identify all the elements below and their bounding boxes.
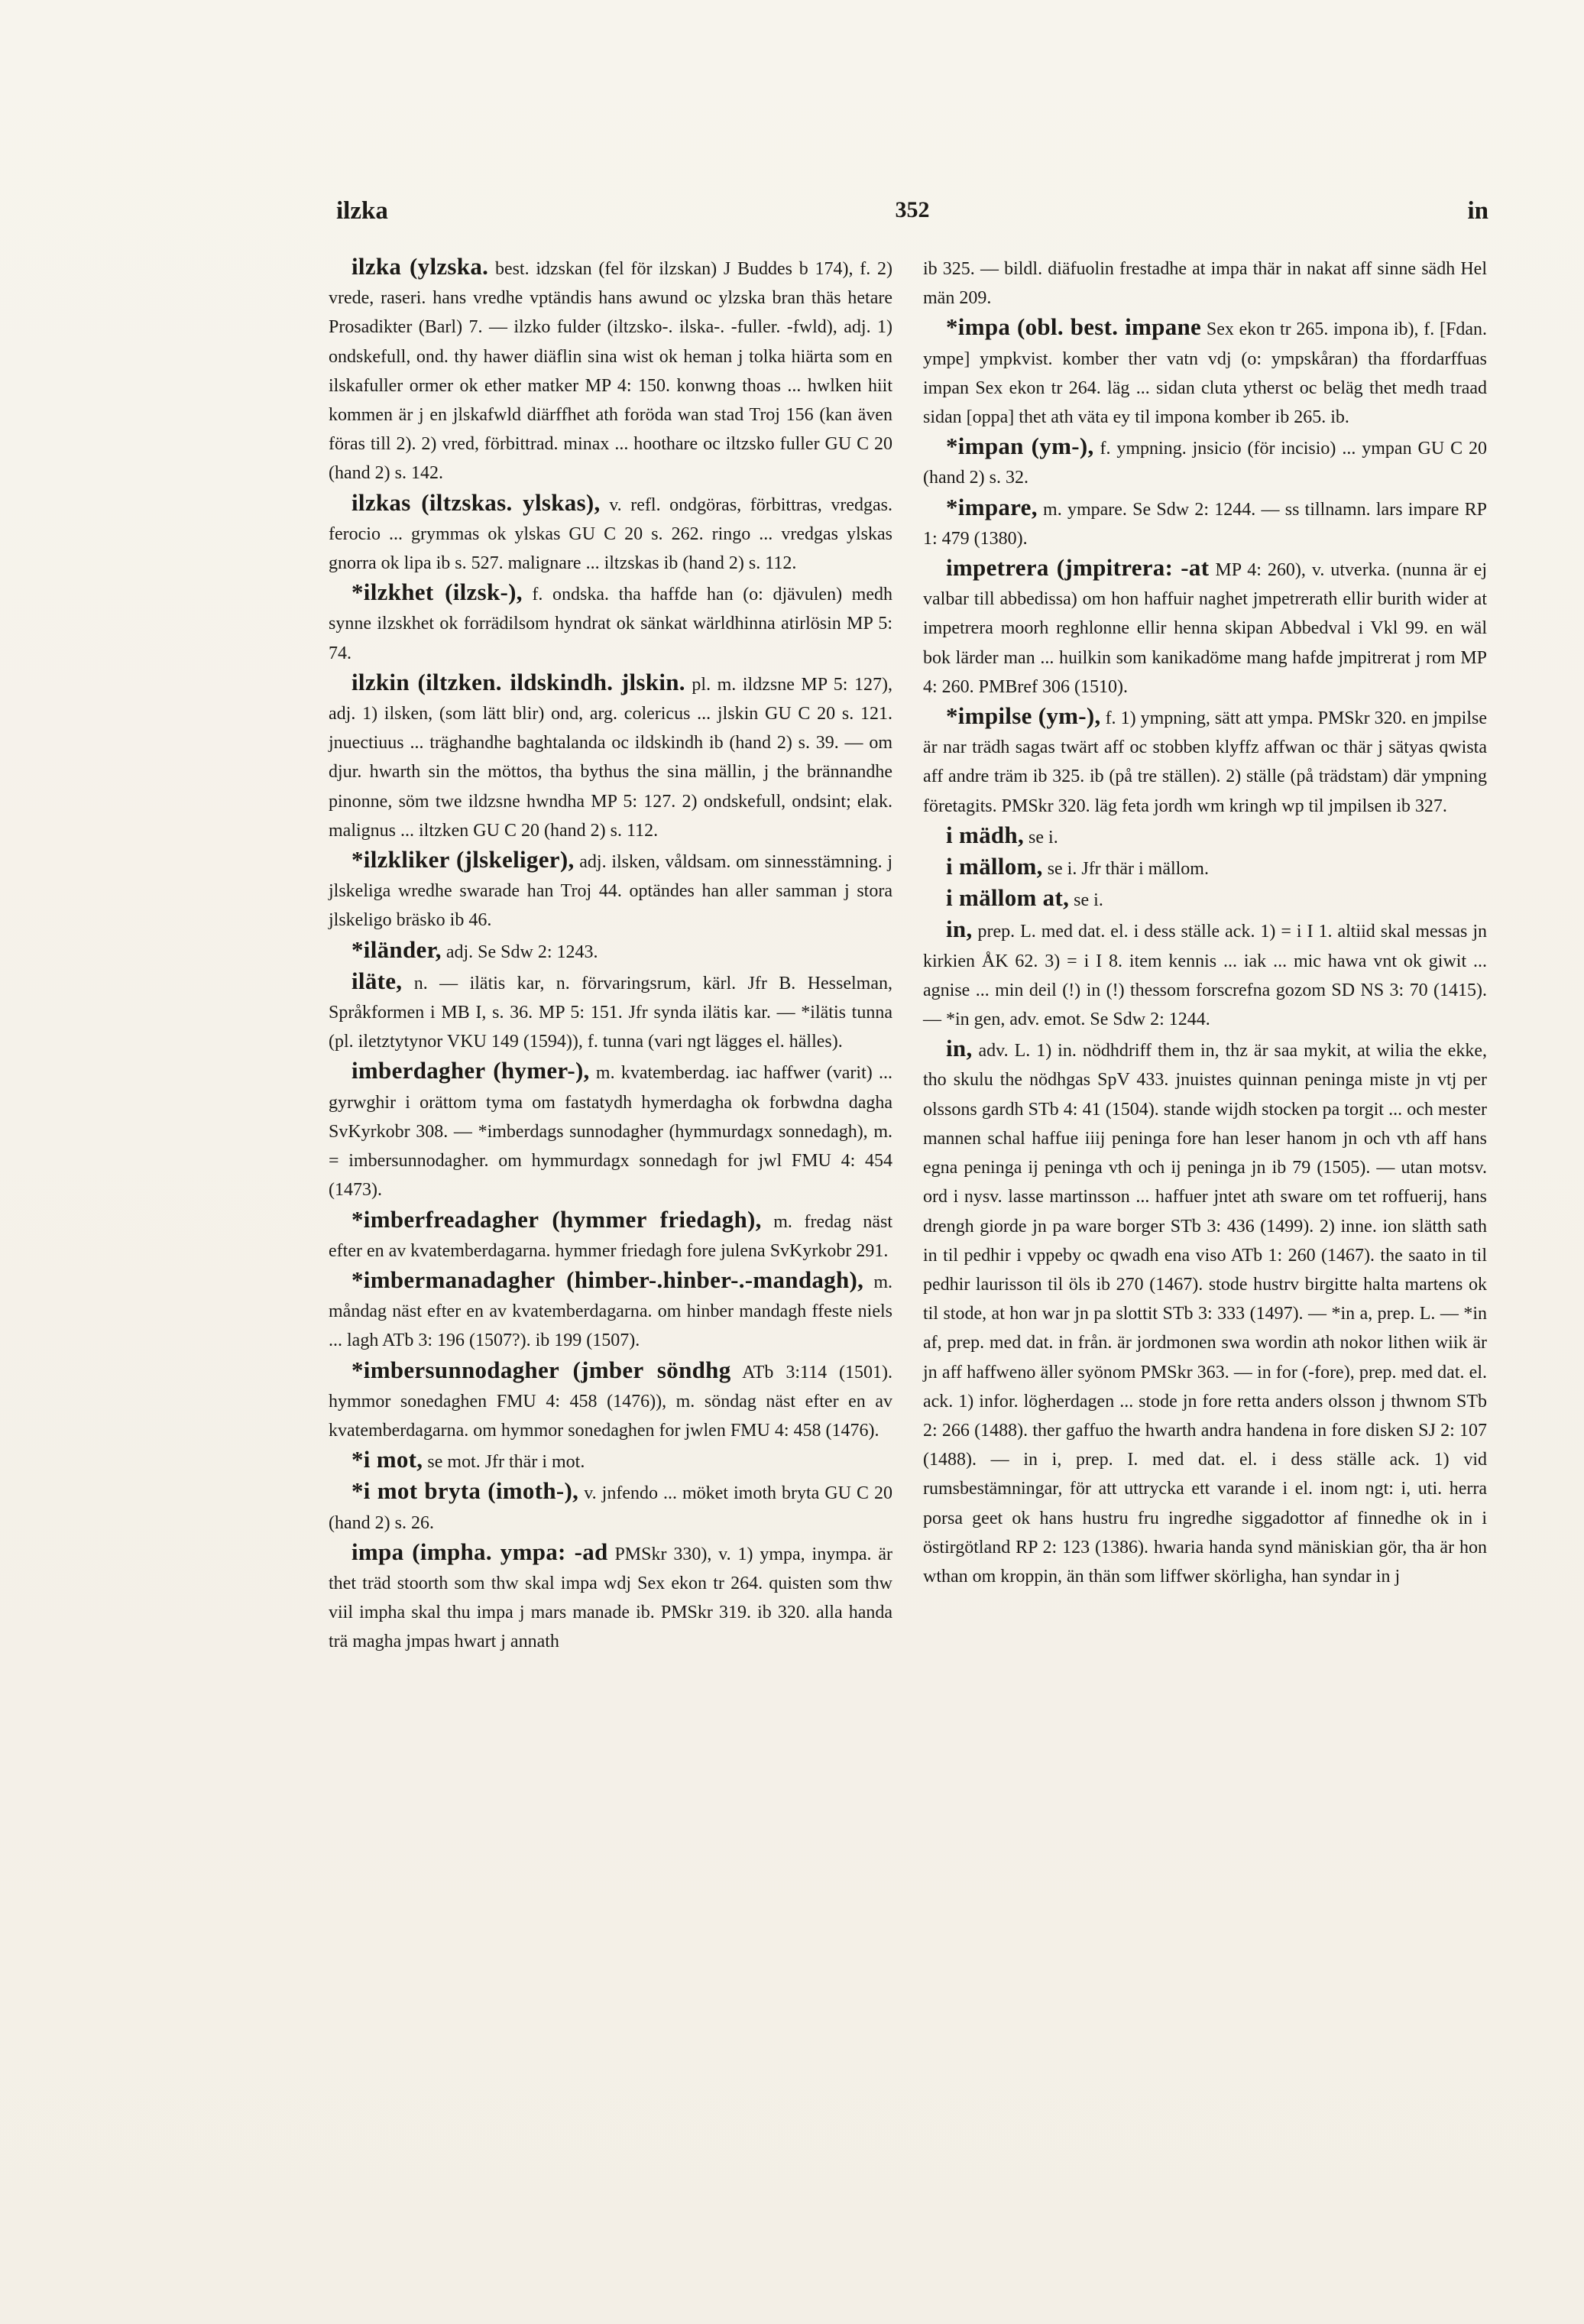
entry-text: se i. bbox=[1028, 827, 1058, 848]
entry-headword: *i mot, bbox=[351, 1446, 423, 1473]
entry-text: f. ympning. jnsicio (för incisio) ... ympan GU C 20 (hand 2) s. 32. bbox=[923, 439, 1487, 488]
entry-headword: *imbermanadagher (himber-.hinber-.-mandagh), bbox=[351, 1266, 864, 1293]
entry bbox=[329, 488, 892, 579]
entry-text: Sex ekon tr 265. impona ib), f. [Fdan. ympe] ympkvist. komber ther vatn vdj (o: ympskåran) tha ffordarffuas impan Sex ekon tr 264. läg ... sidan cluta ytherst oc beläg thet medh traad sidan [oppa] thet ath väta ey til impona komber ib 265. ib. bbox=[923, 319, 1488, 428]
entry-headword: i mädh, bbox=[946, 821, 1025, 848]
entry bbox=[923, 553, 1487, 702]
entry bbox=[329, 1205, 892, 1266]
entry-text: MP 4: 260), v. utverka. (nunna är ej valbar till abbedissa) om hon haffuir naghet jmpetrerath ellir burith wider at impetrera moorh reghlonne ellir henna skipan Abbedval i Vkl 99. en wäl bok lärder man ... huilkin som kanikadöme mang hafde jmpitrerat j rom MP 4: 260. PMBref 306 (1510). bbox=[923, 560, 1488, 697]
entry bbox=[329, 967, 892, 1057]
entry-text: v. jnfendo ... möket imoth bryta GU C 20 (hand 2) s. 26. bbox=[329, 1483, 893, 1533]
entry-headword: *ilzkliker (jlskeliger), bbox=[351, 846, 575, 874]
entry bbox=[923, 821, 1487, 852]
entry bbox=[923, 883, 1487, 915]
entry-text: best. idzskan (fel för ilzskan) J Buddes b 174), f. 2) vrede, raseri. hans vredhe vptändis hans awund oc ylzska bran thäs hetare Prosadikter (Barl) 7. — ilzko fulder (iltzsko-. ilska-. -fuller. -fwld), adj. 1) ondskefull, ond. thy hawer diäflin sina wist ok heman j tolka hiärta som en ilskafuller ormer ok ether matker MP 4: 150. konwng thoas ... hwlken hiit kommen är j en jlskafwld diärffhet ath foröda wan stad Troj 156 (kan även föras till 2). 2) vred, förbittrad. minax ... hoothare oc iltzsko fuller GU C 20 (hand 2) s. 142. bbox=[329, 259, 892, 484]
entry bbox=[329, 668, 892, 845]
entry-text: se i. bbox=[1074, 890, 1103, 911]
entry-headword: *imbersunnodagher (jmber söndhg bbox=[351, 1356, 731, 1383]
entry-text: adv. L. 1) in. nödhdriff them in, thz är saa mykit, at wilia the ekke, tho skulu the nödhgas SpV 433. jnuistes quinnan peninga miste jn vtj per olssons gardh STb 4: 41 (1504). stande wijdh stocken pa torgit ... och mester mannen schal haffue iiij peninga fore han leser hanom jn och vth aff hans egna peninga ij peninga vth och ij peninga jn ib 79 (1505). — utan motsv. ord i nysv. lasse martinsson ... haffuer jntet ath sware om tet roffuerij, hans drengh giorde jn pa ware borger STb 3: 436 (1499). 2) inne. ion slätth sath in til pedhir i vppeby oc qwadh ena viso ATb 1: 260 (1467). the saato in til pedhir laurisson til öls ib 270 (1467). stode hustrv birgitte halta martens ok til stode, at hon war jn pa slottit STb 3: 333 (1497). — *in a, prep. L. — *in af, prep. med dat. in från. är jordmonen swa wordin ath nokor lithen wiik är jn aff haffweno äller syönom PMSkr 363. — in for (-fore), prep. med dat. el. ack. 1) infor. lögherdagen ... stode jn fore retta anders olsson j thwnom STb 2: 266 (1488). ther gaffuo the hwarth andra handena in fore disken SJ 2: 107 (1488). — in i, prep. I. med dat. el. i dess ställe ack. 1) vid rumsbestämningar, för att uttrycka ett varande i el. inom ngt: i, uti. herra porsa geet ok hans hustru fru ingredhe siggadottor af finnedhe ok in i östirgötland RP 2: 123 (1386). hwaria handa synd mäniskian gör, tha är hon wthan om kroppin, än thän som liffwer skörligha, han syndar in j bbox=[923, 1041, 1488, 1587]
entry-headword: *i mot bryta (imoth-), bbox=[351, 1477, 579, 1505]
entry-headword: *iländer, bbox=[351, 935, 442, 963]
entry-text: se mot. Jfr thär i mot. bbox=[427, 1452, 585, 1473]
entry bbox=[923, 1034, 1487, 1591]
entry bbox=[329, 252, 892, 488]
entry bbox=[329, 1356, 892, 1446]
running-header bbox=[336, 197, 1488, 228]
entry-text: m. ympare. Se Sdw 2: 1244. — ss tillnamn. lars impare RP 1: 479 (1380). bbox=[923, 499, 1488, 549]
entry bbox=[329, 1266, 892, 1356]
entry-text: adj. ilsken, våldsam. om sinnesstämning. j jlskeliga wredhe swarade han Troj 44. optändes han aller samman j stora jlskeligo bräsko ib 46. bbox=[329, 852, 892, 931]
entry-text: m. måndag näst efter en av kvatemberdagarna. om hinber mandagh ffeste niels ... lagh ATb 3: 196 (1507?). ib 199 (1507). bbox=[329, 1272, 892, 1351]
entry-text: m. kvatemberdag. iac haffwer (varit) ... gyrwghir i orättom tyma om fastatydh hymerdagha ok forbwdna dagha SvKyrkobr 308. — *imberdags sunnodagher (hymmurdagx sonnedagh), m. = imbersunnodagher. om hymmurdagx sonnedagh for jwl FMU 4: 454 (1473). bbox=[329, 1063, 893, 1201]
entry-continuation bbox=[923, 252, 1487, 313]
entry-text: m. fredag näst efter en av kvatemberdagarna. hymmer friedagh fore julena SvKyrkobr 291. bbox=[329, 1211, 892, 1261]
entry bbox=[329, 1476, 892, 1537]
entry bbox=[923, 313, 1487, 432]
page-number: 352 bbox=[895, 197, 930, 222]
left-column bbox=[329, 252, 892, 1657]
entry-headword: i mällom at, bbox=[946, 884, 1070, 912]
entry bbox=[329, 1056, 892, 1204]
entry-text: ib 325. — bildl. diäfuolin frestadhe at impa thär in nakat aff sinne sädh Hel män 209. bbox=[923, 259, 1487, 309]
entry bbox=[923, 432, 1487, 492]
entry-text: n. — ilätis kar, n. förvaringsrum, kärl. Jfr B. Hesselman, Språkformen i MB I, s. 36. MP 5: 151. Jfr synda ilätis kar. — *ilätis tunna (pl. iletztytynor VKU 149 (1594)), f. tunna (vari ngt lägges el. hälles). bbox=[329, 973, 893, 1052]
entry-headword: impetrera (jmpitrera: -at bbox=[946, 554, 1210, 582]
entry bbox=[329, 578, 892, 668]
entry-headword: impa (impha. ympa: -ad bbox=[351, 1538, 608, 1565]
entry-headword: *impa (obl. best. impane bbox=[946, 313, 1202, 341]
entry-text: ATb 3:114 (1501). hymmor sonedaghen FMU 4: 458 (1476)), m. söndag näst efter en av kvatemberdagarna. om hymmor sonedaghen for jwlen FMU 4: 458 (1476). bbox=[329, 1362, 892, 1441]
entry bbox=[923, 493, 1487, 553]
entry-headword: *ilzkhet (ilzsk-), bbox=[351, 579, 523, 606]
entry-headword: in, bbox=[946, 916, 973, 943]
header-left-keyword: ilzka bbox=[336, 197, 388, 225]
entry-text: prep. L. med dat. el. i dess ställe ack. 1) = i I 1. altiid skal messas jn kirkien ÅK 62. 3) = i I 8. item kennis ... iak ... mic hawa vnt ok giwit ... agnise ... min deil (!) in (!) thessom forscrefna gozom SD NS 3: 70 (1415). — *in gen, adv. emot. Se Sdw 2: 1244. bbox=[923, 922, 1487, 1030]
entry bbox=[329, 1538, 892, 1657]
entry-text: pl. m. ildzsne MP 5: 127), adj. 1) ilsken, (som lätt blir) ond, arg. colericus ... jlskin GU C 20 s. 121. jnuectiuus ... träghandhe baghtalanda oc ildskindh ib (hand 2) s. 39. — om djur. hwarth sin the möttos, tha bythus the sina mällin, j the brännandhe pinonne, söm twe ildzsne hwndha MP 5: 127. 2) ondskefull, ondsint; elak. malignus ... iltzken GU C 20 (hand 2) s. 112. bbox=[329, 674, 892, 841]
entry-text: PMSkr 330), v. 1) ympa, inympa. är thet träd stoorth som thw skal impa wdj Sex ekon tr 264. quisten som thw viil impha skal thu impa j mars manade ib. PMSkr 319. ib 320. alla handa trä magha jmpas hwart j annath bbox=[329, 1544, 893, 1652]
entry bbox=[923, 852, 1487, 883]
entry-headword: *impan (ym-), bbox=[946, 433, 1094, 460]
entry-text: v. refl. ondgöras, förbittras, vredgas. ferocio ... grymmas ok ylskas GU C 20 s. 262. ringo ... vredgas ylskas gnorra ok lipa ib s. 527. malignare ... iltzskas ib (hand 2) s. 112. bbox=[329, 494, 892, 574]
entry bbox=[329, 1445, 892, 1476]
entry-headword: ilzkas (iltzskas. ylskas), bbox=[351, 488, 601, 516]
entry bbox=[329, 935, 892, 967]
entry-text: adj. Se Sdw 2: 1243. bbox=[445, 942, 598, 962]
entry-headword: imberdagher (hymer-), bbox=[351, 1057, 590, 1084]
entry-headword: *impilse (ym-), bbox=[946, 702, 1101, 730]
entry-headword: ilzka (ylzska. bbox=[351, 253, 489, 280]
entry bbox=[923, 915, 1487, 1034]
entry-headword: *impare, bbox=[946, 493, 1038, 520]
header-right-keyword: in bbox=[1467, 197, 1488, 225]
entry-headword: in, bbox=[946, 1035, 973, 1062]
entry-headword: *imberfreadagher (hymmer friedagh), bbox=[351, 1205, 762, 1233]
entry-text: f. 1) ympning, sätt att ympa. PMSkr 320. en jmpilse är nar trädh sagas twärt aff oc stobben klyffz affwan oc thär j sätyas qwista aff andre träm ib 325. ib (på tre ställen). 2) ställe (på trädstam) där ympning företagits. PMSkr 320. läg feta jordh wm kringh wp til jmpilsen ib 327. bbox=[923, 708, 1487, 816]
entry bbox=[329, 845, 892, 935]
entry-text: f. ondska. tha haffde han (o: djävulen) medh synne ilzskhet ok forrädilsom hyndrat ok sänkat wärldhinna atirlösin MP 5: 74. bbox=[329, 585, 892, 663]
entry-headword: i mällom, bbox=[946, 853, 1043, 880]
entry-text: se i. Jfr thär i mällom. bbox=[1047, 859, 1209, 880]
entry-headword: iläte, bbox=[351, 967, 403, 994]
entry-headword: ilzkin (iltzken. ildskindh. jlskin. bbox=[351, 668, 685, 695]
entry bbox=[923, 702, 1487, 821]
right-column bbox=[923, 252, 1487, 1591]
